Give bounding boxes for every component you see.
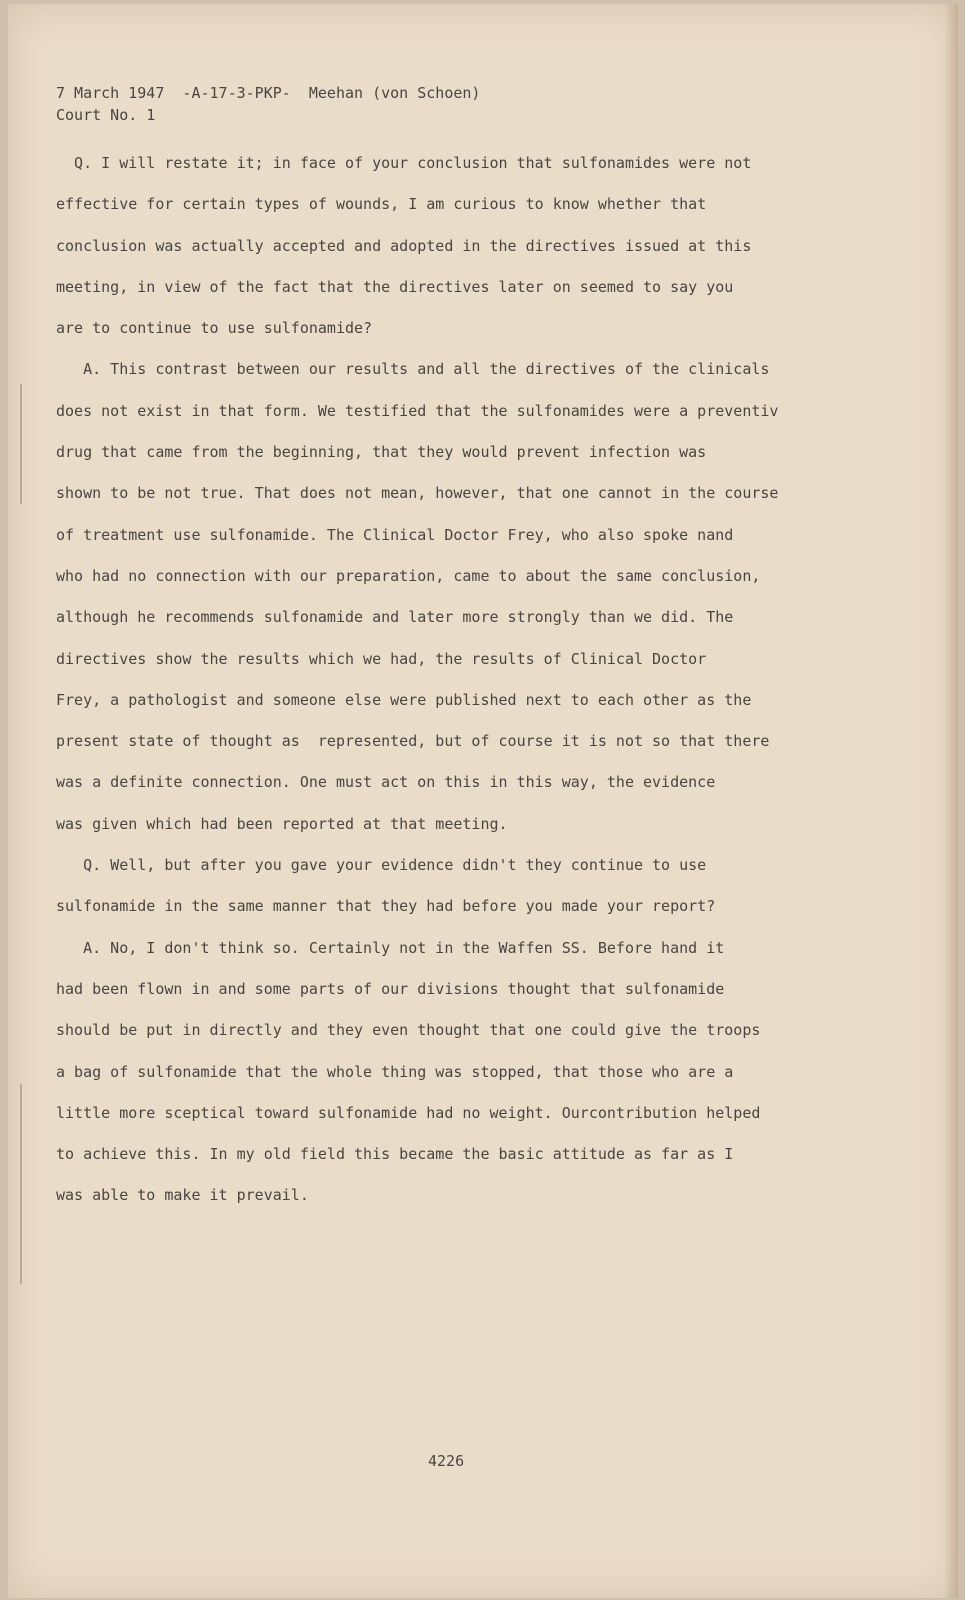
page-edge-mark	[20, 384, 22, 504]
text-line: does not exist in that form. We testified that the sulfonamides were a preventiv	[56, 401, 779, 420]
text-line: Frey, a pathologist and someone else were published next to each other as the	[56, 690, 752, 709]
text-line: of treatment use sulfonamide. The Clinical Doctor Frey, who also spoke nand	[56, 525, 734, 544]
text-line: although he recommends sulfonamide and later more strongly than we did. The	[56, 608, 734, 627]
text-line: A. This contrast between our results and all the directives of the clinicals	[56, 360, 770, 379]
text-line: was given which had been reported at that meeting.	[56, 814, 508, 833]
text-line: directives show the results which we had, the results of Clinical Doctor	[56, 649, 707, 668]
text-line: present state of thought as represented, but of course it is not so that there	[56, 732, 770, 751]
text-line: are to continue to use sulfonamide?	[56, 319, 373, 338]
text-line: drug that came from the beginning, that they would prevent infection was	[56, 443, 707, 462]
text-line: Q. Well, but after you gave your evidence didn't they continue to use	[56, 856, 707, 875]
document-page	[8, 4, 958, 1598]
text-line: who had no connection with our preparation, came to about the same conclusion,	[56, 566, 761, 585]
body-text	[56, 143, 886, 1217]
text-line: was able to make it prevail.	[56, 1186, 309, 1205]
typed-text-block	[56, 82, 886, 1217]
text-line: Q. I will restate it; in face of your conclusion that sulfonamides were not	[56, 154, 752, 172]
page-number: 4226	[428, 1452, 465, 1470]
text-line: had been flown in and some parts of our divisions thought that sulfonamide	[56, 979, 725, 998]
text-line: conclusion was actually accepted and adopted in the directives issued at this	[56, 236, 752, 255]
text-line: sulfonamide in the same manner that they had before you made your report?	[56, 897, 716, 916]
text-line: to achieve this. In my old field this became the basic attitude as far as I	[56, 1145, 734, 1164]
text-line: should be put in directly and they even thought that one could give the troops	[56, 1021, 761, 1040]
text-line: A. No, I don't think so. Certainly not in the Waffen SS. Before hand it	[56, 938, 725, 957]
text-line: effective for certain types of wounds, I am curious to know whether that	[56, 195, 707, 214]
text-line: was a definite connection. One must act on this in this way, the evidence	[56, 773, 716, 792]
text-line: little more sceptical toward sulfonamide had no weight. Ourcontribution helped	[56, 1103, 761, 1122]
text-line: meeting, in view of the fact that the directives later on seemed to say you	[56, 277, 734, 296]
text-line: a bag of sulfonamide that the whole thing was stopped, that those who are a	[56, 1062, 734, 1081]
header-court-line: Court No. 1	[56, 106, 156, 124]
text-line: shown to be not true. That does not mean, however, that one cannot in the course	[56, 484, 779, 503]
header-date-line: 7 March 1947 -A-17-3-PKP- Meehan (von Schoen)	[56, 84, 481, 102]
page-edge-mark	[20, 1084, 22, 1284]
